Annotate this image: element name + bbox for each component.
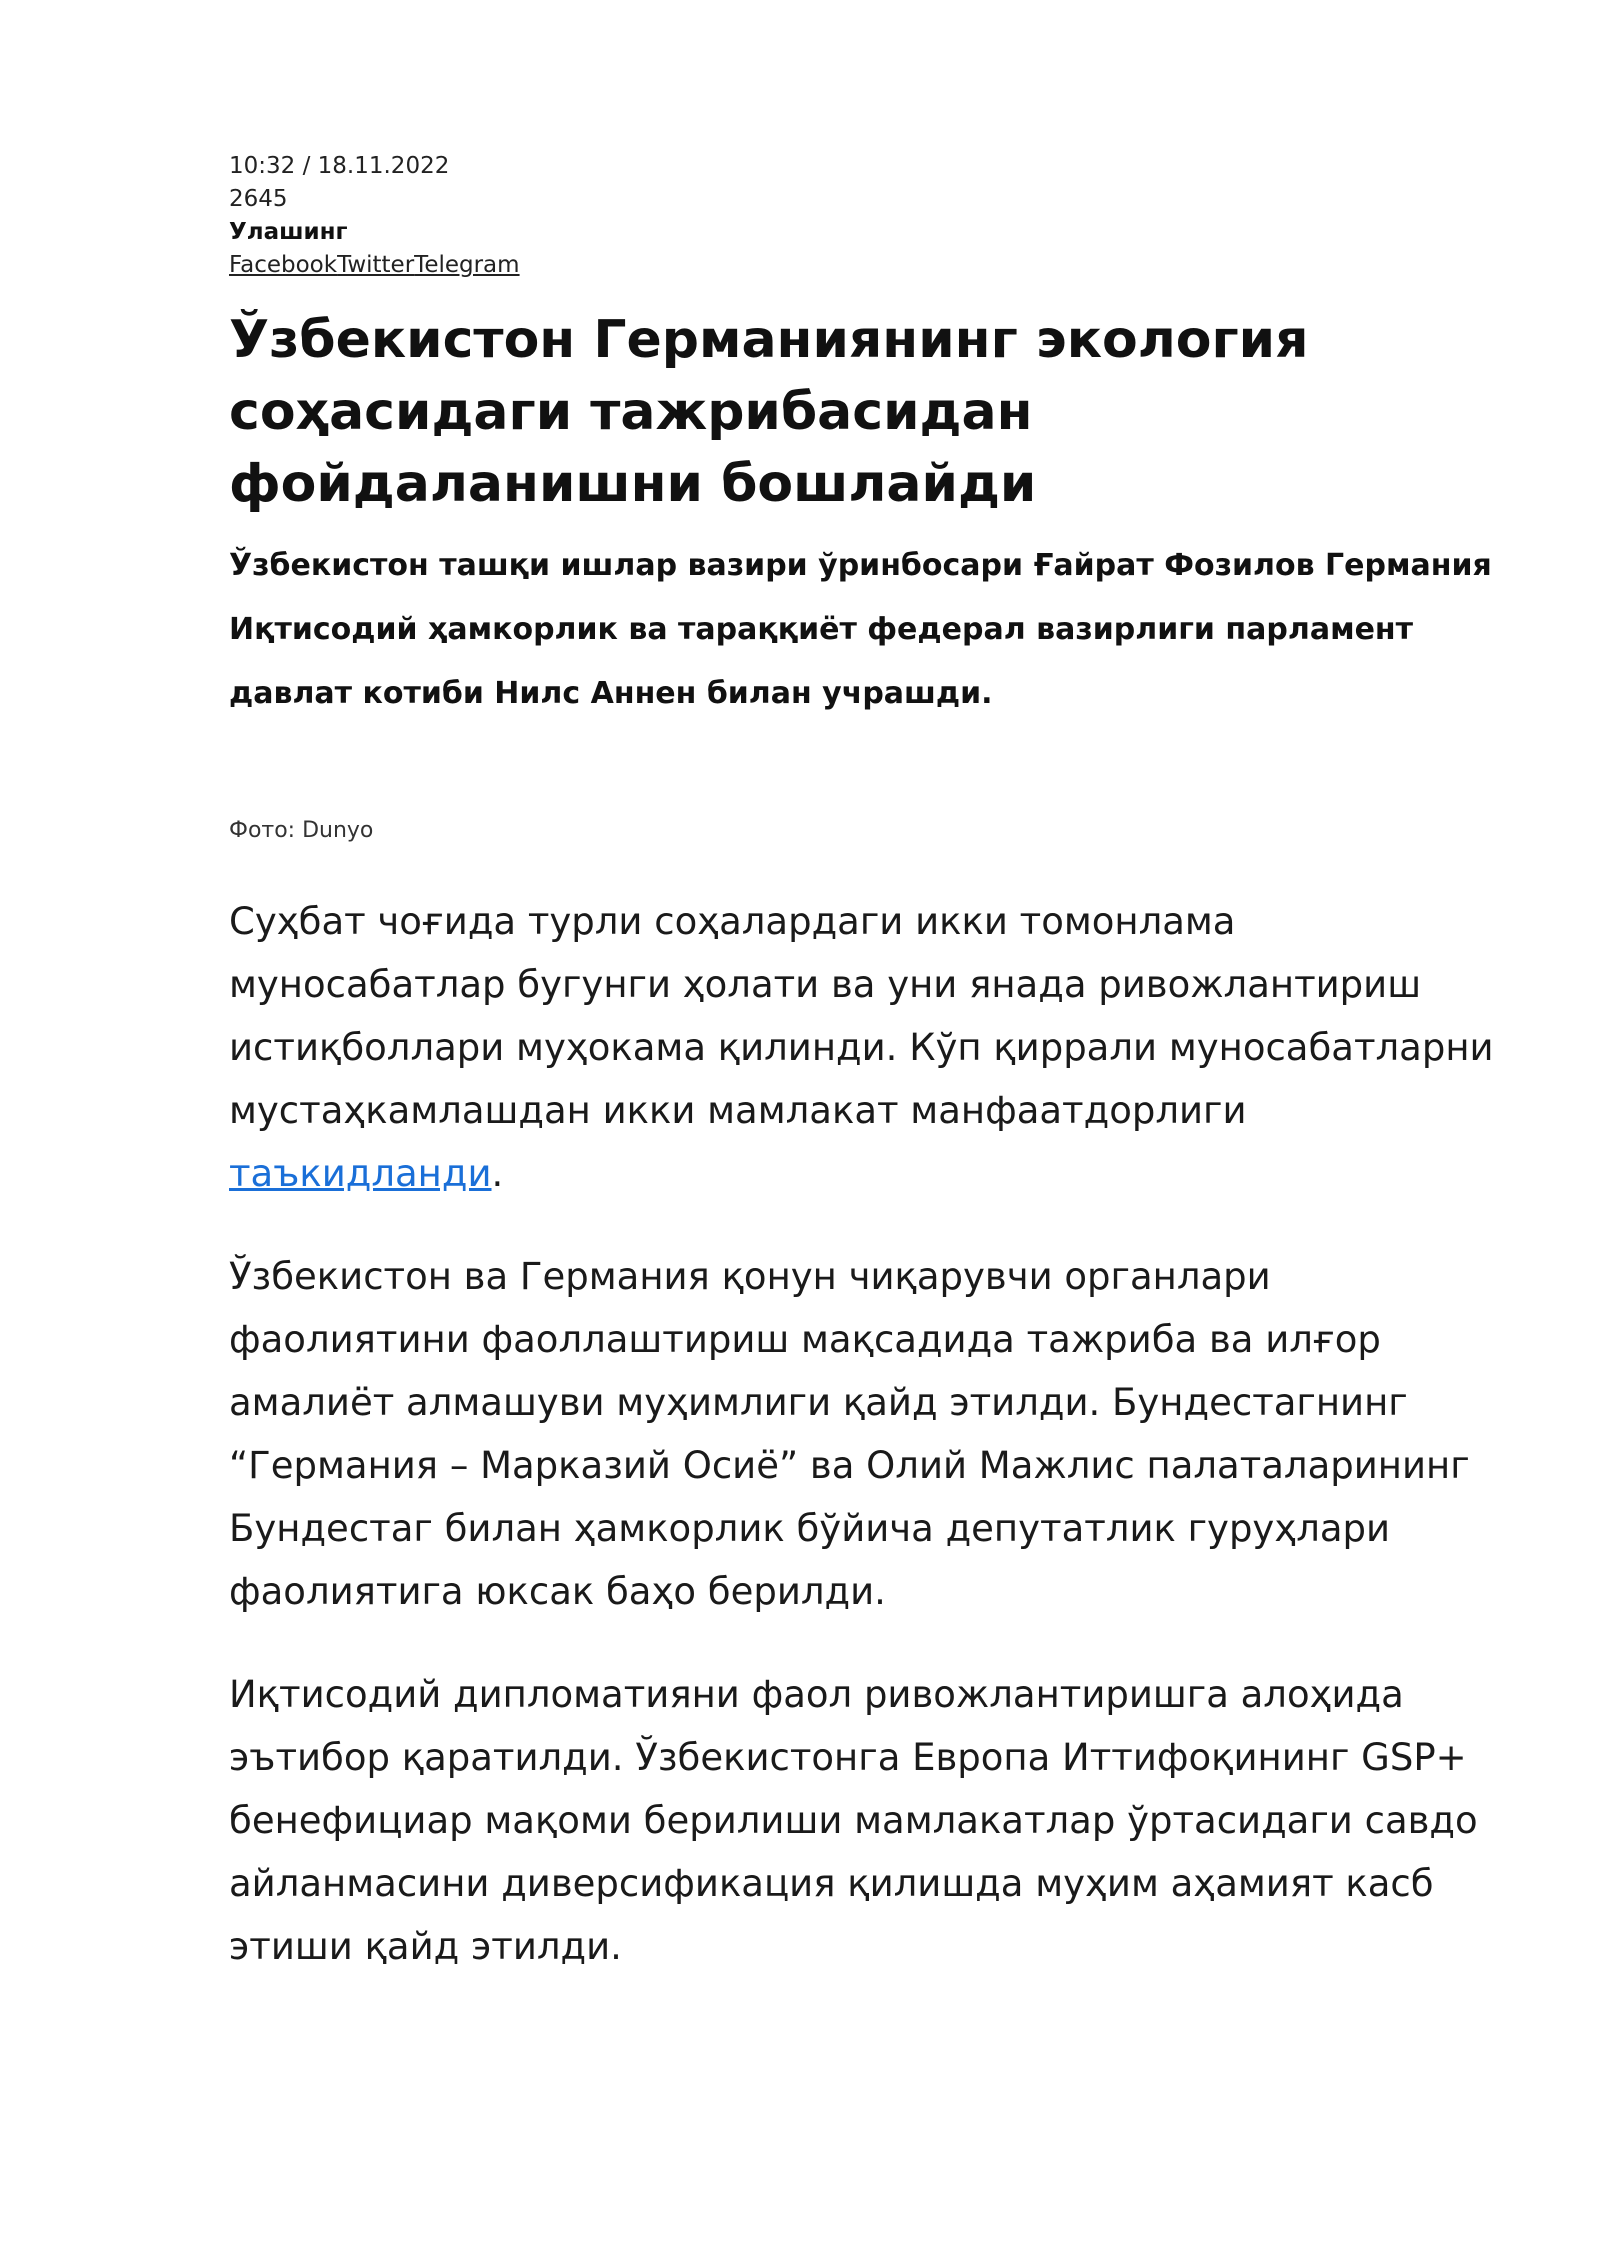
photo-caption: Фото: Dunyo — [229, 818, 374, 843]
paragraph-end: . — [491, 1152, 504, 1195]
article-paragraph — [229, 890, 1519, 1205]
publish-datetime: 10:32 / 18.11.2022 — [229, 153, 450, 179]
share-twitter-link[interactable]: Twitter — [337, 252, 415, 278]
article-body — [229, 890, 1509, 1978]
article-lead: Ўзбекистон ташқи ишлар вазири ўринбосари Ғайрат Фозилов Германия Иқтисодий ҳамкорлик ва тараққиёт федерал вазирлиги парламент давлат котиби Нилс Аннен билан учрашди. — [229, 548, 1492, 711]
inline-link[interactable]: таъкидланди — [229, 1152, 492, 1195]
share-label: Улашинг — [229, 219, 348, 245]
article-page — [229, 150, 1509, 1978]
article-paragraph: Иқтисодий дипломатияни фаол ривожлантиришга алоҳида эътибор қаратилди. Ўзбекистонга Европа Иттифоқининг GSP+ бенефициар мақоми берилиши мамлакатлар ўртасидаги савдо айланмасини диверсификация қилишда муҳим аҳамият касб этиши қайд этилди. — [229, 1673, 1478, 1968]
article-meta — [229, 150, 1509, 282]
paragraph-text: Суҳбат чоғида турли соҳалардаги икки томонлама муносабатлар бугунги ҳолати ва уни янада ривожлантириш истиқболлари муҳокама қилинди. Кўп қиррали муносабатларни мустаҳкамлашдан икки мамлакат манфаатдорлиги — [229, 900, 1494, 1132]
view-count: 2645 — [229, 186, 288, 212]
share-telegram-link[interactable]: Telegram — [414, 252, 520, 278]
article-title: Ўзбекистон Германиянинг экология соҳасидаги тажрибасидан фойдаланишни бошлайди — [229, 310, 1309, 514]
share-facebook-link[interactable]: Facebook — [229, 252, 338, 278]
share-links — [229, 249, 1509, 282]
article-paragraph: Ўзбекистон ва Германия қонун чиқарувчи органлари фаолиятини фаоллаштириш мақсадида тажриба ва илғор амалиёт алмашуви муҳимлиги қайд этилди. Бундестагнинг “Германия – Марказий Осиё” ва Олий Мажлис палаталарининг Бундестаг билан ҳамкорлик бўйича депутатлик гуруҳлари фаолиятига юксак баҳо берилди. — [229, 1255, 1470, 1613]
